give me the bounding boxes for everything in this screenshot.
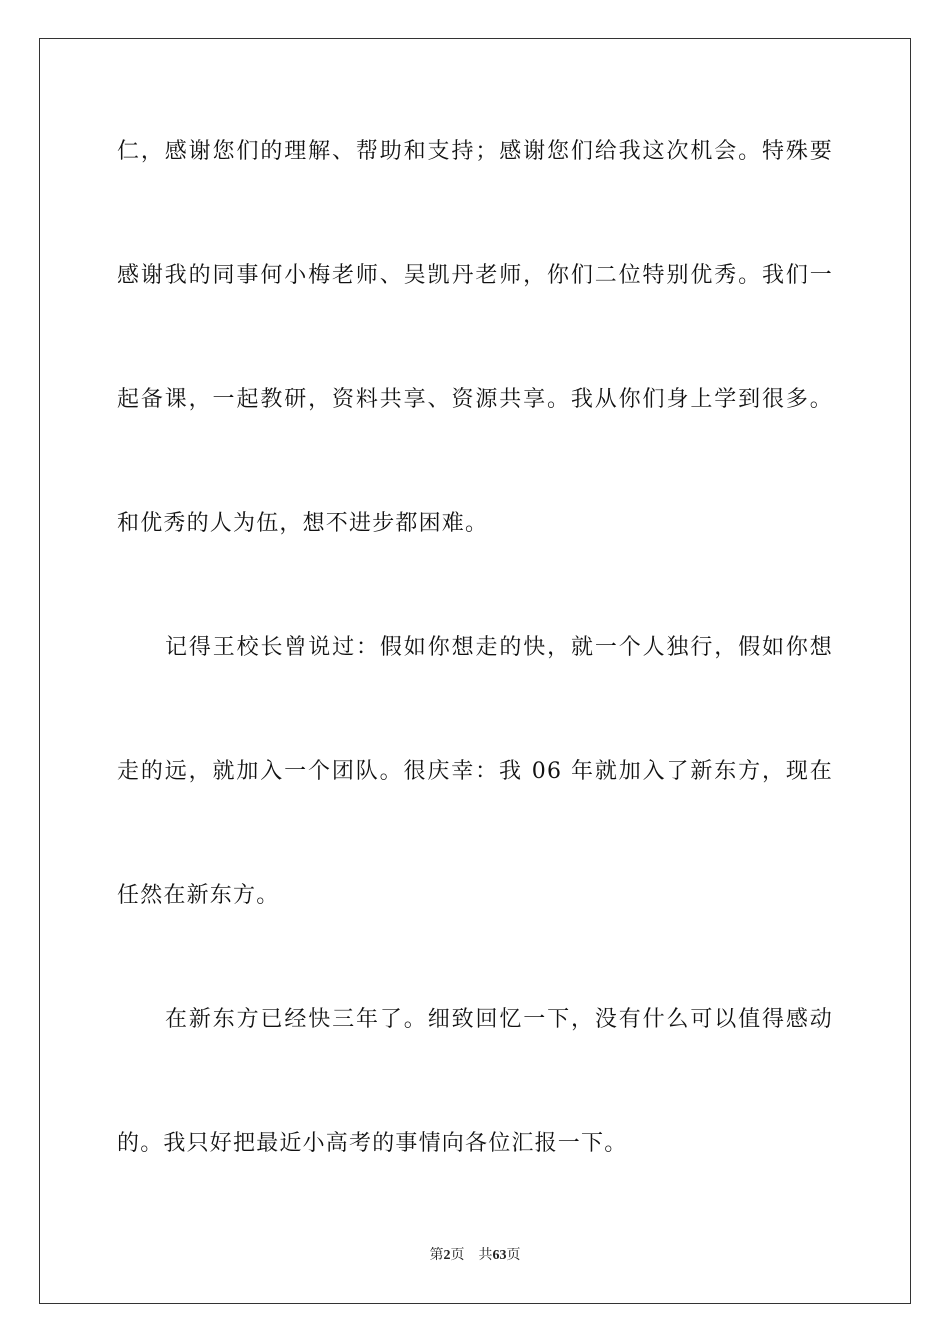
text-line: 感谢我的同事何小梅老师、吴凯丹老师，你们二位特别优秀。我们一	[117, 263, 833, 288]
page-footer	[0, 1245, 950, 1266]
total-pages: 63	[492, 1248, 507, 1263]
total-suffix: 页	[506, 1247, 521, 1263]
paragraph-first-line: 记得王校长曾说过：假如你想走的快，就一个人独行，假如你想	[165, 635, 833, 660]
text-line: 走的远，就加入一个团队。很庆幸：我 06 年就加入了新东方，现在	[117, 759, 833, 784]
page-number: 2	[443, 1248, 451, 1263]
page-border	[39, 38, 911, 1304]
text-line: 起备课，一起教研，资料共享、资源共享。我从你们身上学到很多。	[117, 387, 833, 412]
text-line: 和优秀的人为伍，想不进步都困难。	[117, 511, 489, 536]
page-suffix: 页	[450, 1247, 465, 1263]
text-line: 的。我只好把最近小高考的事情向各位汇报一下。	[117, 1131, 628, 1156]
total-prefix: 共	[478, 1247, 493, 1263]
text-line: 仁，感谢您们的理解、帮助和支持；感谢您们给我这次机会。特殊要	[117, 139, 833, 164]
paragraph-first-line: 在新东方已经快三年了。细致回忆一下，没有什么可以值得感动	[165, 1007, 833, 1032]
text-line: 任然在新东方。	[117, 883, 280, 908]
page-prefix: 第	[429, 1247, 444, 1263]
